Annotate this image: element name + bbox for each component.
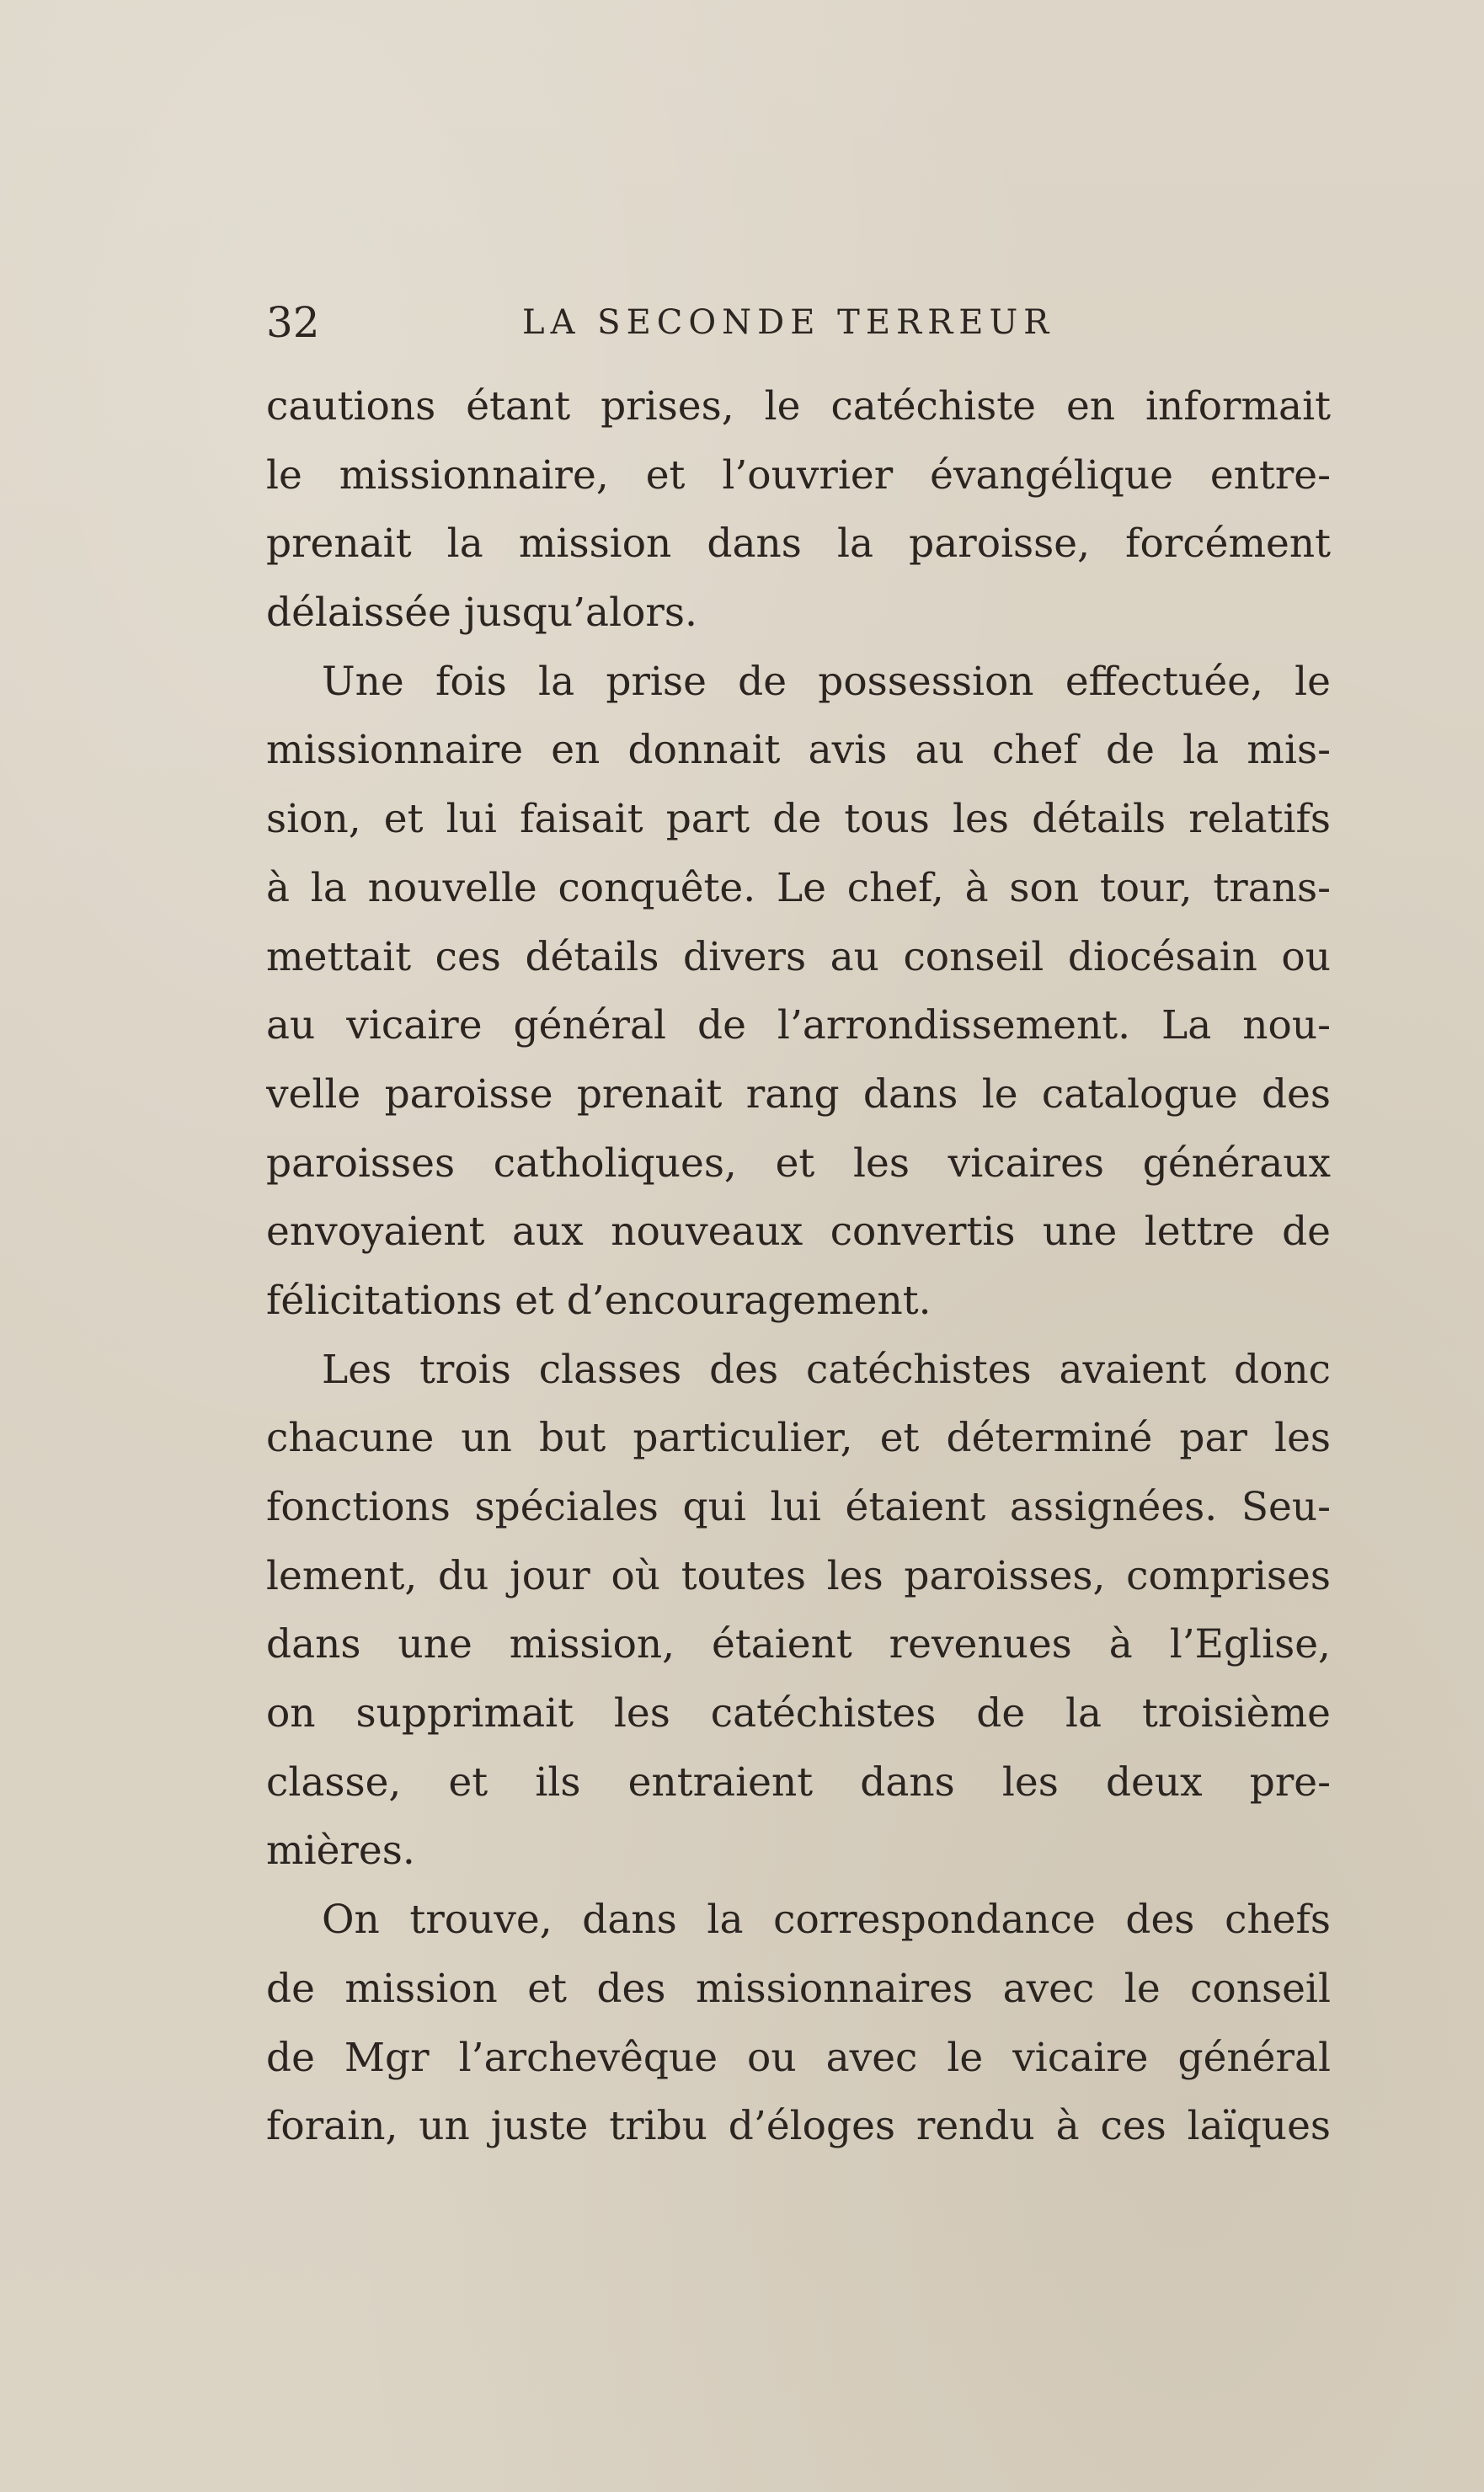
text-line: fonctions spéciales qui lui étaient assignées. Seu- [266,1484,1331,1530]
text-line: forain, un juste tribu d’éloges rendu à ces laïques [266,2103,1331,2150]
text-line: velle paroisse prenait rang dans le catalogue des [266,1070,1331,1118]
text-line: envoyaient aux nouveaux convertis une lettre de [266,1209,1331,1256]
text-line: On trouve, dans la correspondance des chefs [322,1897,1331,1944]
text-line: à la nouvelle conquête. Le chef, à son tour, trans- [266,864,1331,911]
text-line: classe, et ils entraient dans les deux pre- [266,1758,1331,1806]
text-line: paroisses catholiques, et les vicaires généraux [266,1139,1331,1187]
text-line: de mission et des missionnaires avec le conseil [266,1965,1331,2012]
text-line: sion, et lui faisait part de tous les détails relatifs [266,796,1331,843]
text-line: lement, du jour où toutes les paroisses, comprises [266,1552,1331,1599]
text-line: félicitations et d’encouragement. [266,1277,932,1324]
text-line: dans une mission, étaient revenues à l’Eglise, [266,1621,1331,1668]
text-line: on supprimait les catéchistes de la troisième [266,1690,1331,1737]
text-line: le missionnaire, et l’ouvrier évangélique entre- [266,451,1331,499]
running-head [266,293,1331,352]
text-line: mières. [266,1828,415,1875]
text-line: missionnaire en donnait avis au chef de la mis- [266,727,1331,774]
text-line: prenait la mission dans la paroisse, forcément [266,520,1331,568]
text-line: mettait ces détails divers au conseil diocésain ou [266,933,1331,980]
text-line: Une fois la prise de possession effectuée, le [322,658,1331,705]
text-line: Les trois classes des catéchistes avaient donc [322,1346,1331,1393]
text-line: cautions étant prises, le catéchiste en informait [266,383,1331,430]
running-title: LA SECONDE TERREUR [522,303,1055,342]
body-text [266,372,1331,2161]
text-line: chacune un but particulier, et déterminé par les [266,1415,1331,1462]
page-number: 32 [266,298,320,347]
text-line: de Mgr l’archevêque ou avec le vicaire général [266,2034,1331,2081]
text-line: au vicaire général de l’arrondissement. La nou- [266,1002,1331,1049]
text-line: délaissée jusqu’alors. [266,590,697,637]
